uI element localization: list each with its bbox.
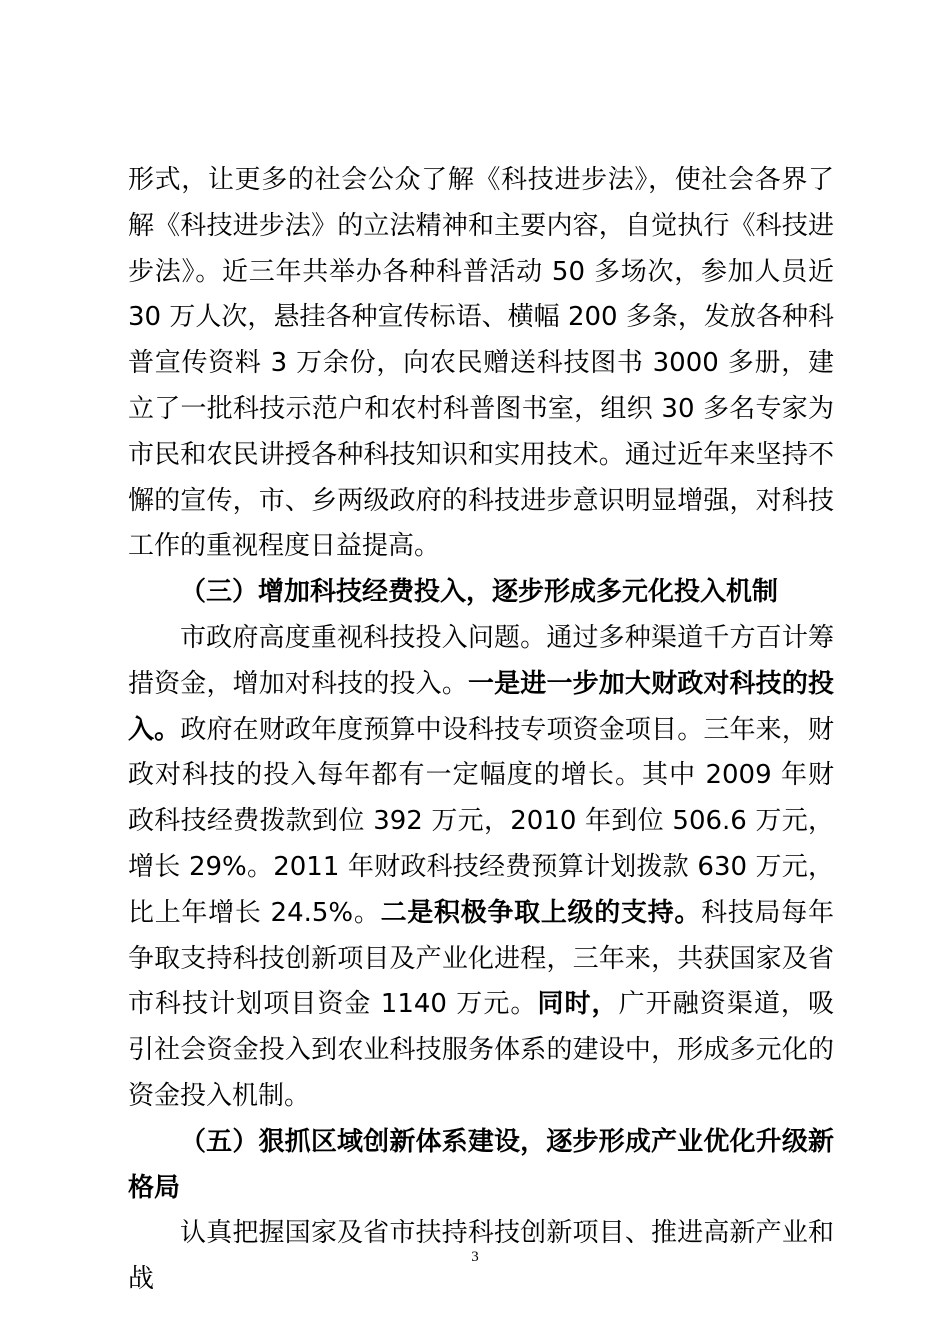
paragraph-text: 科技局每年争取支持科技创新项目及产业化进程，三年来，共获国家及省市科技计划项目资金 1140 万元。 (128, 897, 834, 1020)
paragraph-text: 广开融资渠道，吸引社会资金投入到农业科技服务体系的建设中，形成多元化的资金投入机制。 (128, 989, 834, 1111)
emphasis-text: 一是进一步加大财政对科技的投入。 (128, 668, 834, 745)
emphasis-text: 同时， (537, 989, 619, 1020)
document-body (128, 158, 834, 1303)
paragraph-text: 市政府高度重视科技投入问题。通过多种渠道千方百计筹措资金，增加对科技的投入。 (128, 622, 834, 699)
body-paragraph-promotion: 形式，让更多的社会公众了解《科技进步法》，使社会各界了解《科技进步法》的立法精神和主要内容，自觉执行《科技进步法》。近三年共举办各种科普活动 50 多场次，参加人员近 30 万人次，悬挂各种宣传标语、横幅 200 多条，发放各种科普宣传资料 3 万余份，向农民赠送科技图书 3000 多册，建立了一批科技示范户和农村科普图书室，组织 30 多名专家为市民和农民讲授各种科技知识和实用技术。通过近年来坚持不懈的宣传，市、乡两级政府的科技进步意识明显增强，对科技工作的重视程度日益提高。 (128, 165, 834, 562)
emphasis-text: 二是积极争取上级的支持。 (380, 897, 702, 928)
paragraph-text: 政府在财政年度预算中设科技专项资金项目。三年来，财政对科技的投入每年都有一定幅度的增长。其中 2009 年财政科技经费拨款到位 392 万元，2010 年到位 506.6 万元，增长 29%。2011 年财政科技经费预算计划拨款 630 万元，比上年增长 24.5%。 (128, 714, 834, 928)
body-paragraph-innovation: 认真把握国家及省市扶持科技创新项目、推进高新产业和战 (128, 1218, 834, 1295)
section-heading-five: （五）狠抓区域创新体系建设，逐步形成产业优化升级新格局 (128, 1126, 834, 1203)
section-heading-three: （三）增加科技经费投入，逐步形成多元化投入机制 (180, 577, 779, 608)
page-number: 3 (471, 1249, 479, 1265)
body-paragraph-funding (128, 616, 834, 1120)
